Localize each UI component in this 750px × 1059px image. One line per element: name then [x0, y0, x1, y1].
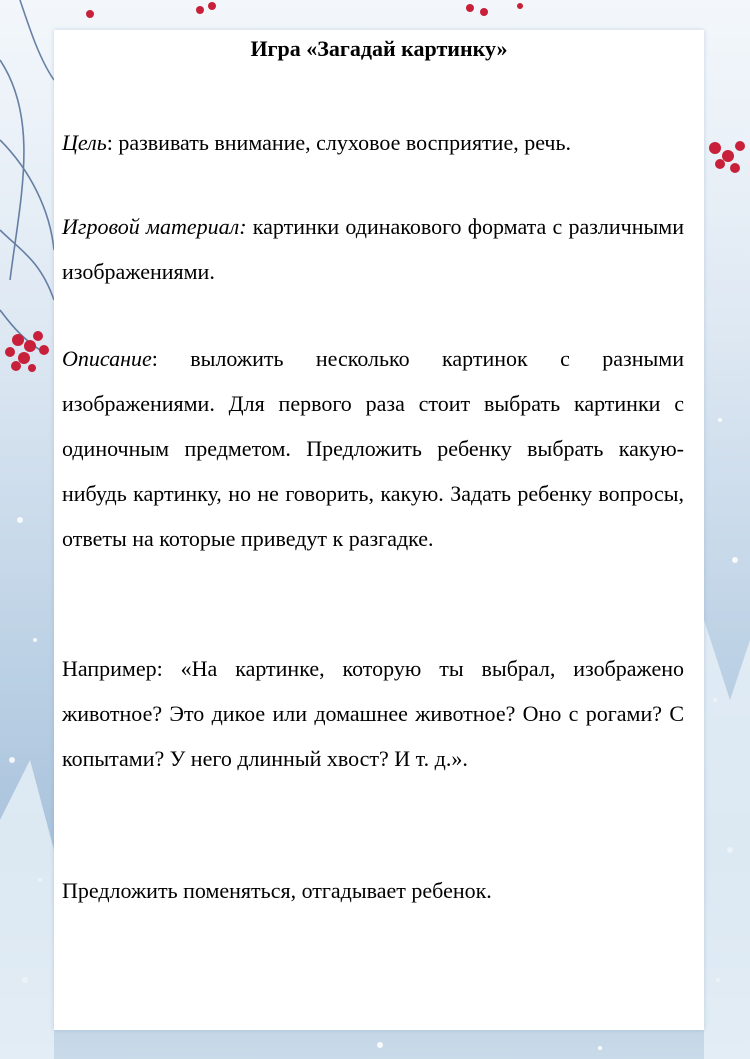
material-text: картинки одинакового формата с различными изображениями. — [62, 214, 684, 284]
example-text: Например: «На картинке, которую ты выбрал, изображено животное? Это дикое или домашнее животное? Оно с рогами? С копытами? У него длинный хвост? И т. д.». — [62, 656, 684, 771]
closing-paragraph — [62, 868, 684, 913]
material-label: Игровой материал: — [62, 214, 247, 239]
goal-paragraph — [62, 120, 684, 165]
description-text: : выложить несколько картинок с разными изображениями. Для первого раза стоит выбрать картинки с одиночным предметом. Предложить ребенку выбрать какую-нибудь картинку, но не говорить, какую. Задать ребенку вопросы, ответы на которые приведут к разгадке. — [62, 346, 684, 551]
example-paragraph — [62, 646, 684, 781]
goal-label: Цель — [62, 130, 107, 155]
branch-icon — [0, 0, 54, 350]
description-paragraph — [62, 336, 684, 561]
description-label: Описание — [62, 346, 152, 371]
goal-text: : развивать внимание, слуховое восприятие, речь. — [106, 130, 572, 155]
material-paragraph — [62, 204, 684, 294]
document-page — [54, 30, 704, 1030]
document-title: Игра «Загадай картинку» — [250, 36, 508, 61]
closing-text: Предложить поменяться, отгадывает ребенок. — [62, 878, 492, 903]
